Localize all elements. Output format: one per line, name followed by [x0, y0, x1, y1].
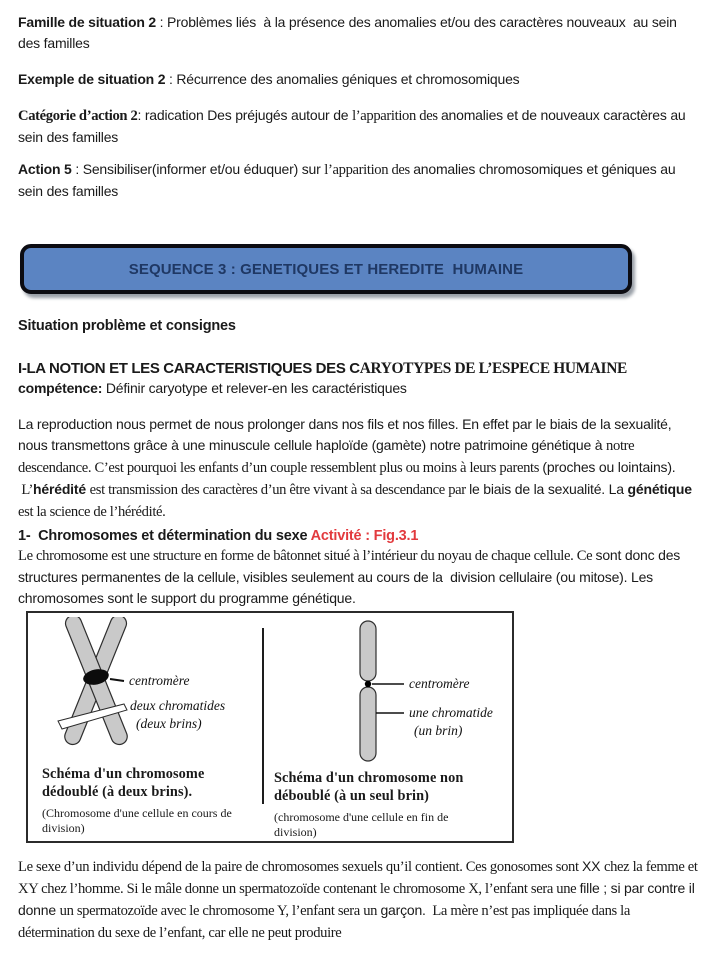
heading-situation: Situation problème et consignes — [18, 318, 236, 334]
hered-run-1: L’ — [18, 482, 34, 498]
action-run-1: : Sensibiliser(informer et/ou éduquer) sur — [71, 161, 325, 177]
caption-right-bold: Schéma d'un chromosome non déboublé (à un seul brin) — [274, 770, 464, 805]
heading-notion-serif: ARYOTYPES DE L’ESPECE HUMAINE — [359, 360, 627, 377]
sexe-run-5: un spermatozoïde avec le chromosome Y, l’enfant sera un — [59, 903, 381, 919]
caption-left-bold: Schéma d'un chromosome dédoublé (à deux brins). — [42, 766, 205, 801]
sexe-run-1: Le sexe d’un individu dépend de la paire de chromosomes sexuels qu’il contient. Ces gonosomes sont — [18, 859, 582, 875]
heading-notion — [18, 360, 702, 378]
chromosome-single-diagram — [268, 617, 512, 765]
hered-run-3: est transmission des caractères d’un être vivant à sa descendance par — [89, 482, 470, 498]
paragraph-reproduction — [18, 414, 702, 479]
chromosome-x-diagram — [36, 617, 260, 765]
repro-run-3: (proches ou lointains). — [542, 459, 676, 475]
repro-run-1: La reproduction nous permet de nous prolonger dans nos fils et nos filles. En effet par le biais de la sexualité, nous transmettons grâce à une minuscule cellule haploïde (gamète) notre patrimoine génétique à — [18, 416, 676, 453]
figure-panel-left — [28, 613, 262, 841]
paragraph-sexe — [18, 856, 702, 944]
hered-run-4: le biais de la sexualité. La — [469, 481, 628, 497]
caption-right-small: (chromosome d'une cellule en fin de division) — [274, 809, 449, 840]
line-competence — [18, 378, 702, 399]
label-centromere-right: centromère — [409, 676, 470, 691]
hered-run-5: génétique — [627, 481, 696, 497]
exemple-label: Exemple de situation 2 — [18, 71, 166, 87]
label-centromere-left: centromère — [129, 673, 190, 688]
repro-run-2: notre descendance. C’est pourquoi les enfants d’un couple ressemblent plus ou moins à leurs parents — [18, 438, 638, 476]
heading-chromosomes — [18, 528, 702, 544]
competence-text: Définir caryotype et relever-en les caractéristiques — [102, 380, 407, 396]
figure-box — [26, 611, 514, 843]
label-chromatides-line1: deux chromatides — [130, 698, 226, 713]
hered-run-6: est la science de l’hérédité. — [18, 504, 166, 520]
action-label: Action 5 — [18, 161, 72, 177]
chromo-run-2: sont donc des structures permanentes de la cellule, visibles seulement au cours de la division cellulaire (ou mitose). Les chromosomes sont le support du programme génétique. — [18, 547, 684, 606]
paragraph-exemple — [18, 69, 702, 90]
categorie-run-1: : radication Des préjugés autour de — [137, 107, 353, 123]
chromatid-lobe-top — [360, 621, 376, 681]
action-run-2: l’apparition des — [324, 162, 414, 178]
centromere-dot — [365, 681, 371, 687]
label-chromatide-line1: une chromatide — [409, 705, 493, 720]
centromere-leader-line — [110, 679, 124, 681]
paragraph-heredite — [18, 479, 702, 523]
sequence-banner-title: SEQUENCE 3 : GENETIQUES ET HEREDITE HUMAINE — [128, 260, 524, 278]
exemple-text: : Récurrence des anomalies géniques et chromosomiques — [165, 71, 520, 87]
label-chromatides-line2: (deux brins) — [136, 716, 202, 731]
caption-left-small: (Chromosome d'une cellule en cours de division) — [42, 805, 232, 836]
label-chromatide-line2: (un brin) — [414, 723, 463, 738]
chromo-title: Chromosomes et détermination du sexe — [38, 528, 308, 544]
figure-panel-right — [264, 613, 512, 841]
chromatid-lobe-bottom — [360, 687, 376, 761]
sexe-run-6: garçon. — [380, 902, 426, 918]
famille-label: Famille de situation 2 — [18, 14, 156, 30]
chromo-num: 1- — [18, 528, 39, 544]
paragraph-famille — [18, 12, 702, 54]
hered-run-2: hérédité — [33, 481, 90, 497]
competence-label: compétence: — [18, 380, 103, 396]
activity-reference: Activité : Fig.3.1 — [307, 528, 419, 544]
paragraph-action — [18, 159, 702, 202]
heading-notion-sans: I-LA NOTION ET LES CARACTERISTIQUES DES C — [18, 360, 360, 377]
paragraph-chromosome — [18, 545, 702, 609]
categorie-run-2: l’apparition des — [352, 108, 441, 124]
sequence-banner — [20, 244, 632, 294]
action-run-3: anomalies chromosomiques et géniques au sein des familles — [18, 161, 680, 199]
famille-text: : Problèmes liés à la présence des anomalies et/ou des caractères nouveaux au sein des familles — [18, 14, 681, 51]
chromo-run-1: Le chromosome est une structure en forme de bâtonnet situé à l’intérieur du noyau de chaque cellule. Ce — [18, 548, 596, 564]
paragraph-categorie — [18, 105, 702, 148]
categorie-label: Catégorie d’action 2 — [18, 108, 138, 124]
sexe-run-3: chez la femme et XY chez l’homme. Si le mâle donne un spermatozoïde contenant le chromosome X, l’enfant sera une — [18, 859, 701, 897]
categorie-run-3: anomalies et de nouveaux caractères au sein des familles — [18, 107, 690, 145]
sexe-run-7: La mère n’est pas impliquée dans la détermination du sexe de l’enfant, car elle ne peut produire — [18, 903, 634, 941]
sexe-run-2: XX — [581, 858, 604, 874]
sexe-run-4: fille ; si par contre il donne — [18, 880, 699, 918]
